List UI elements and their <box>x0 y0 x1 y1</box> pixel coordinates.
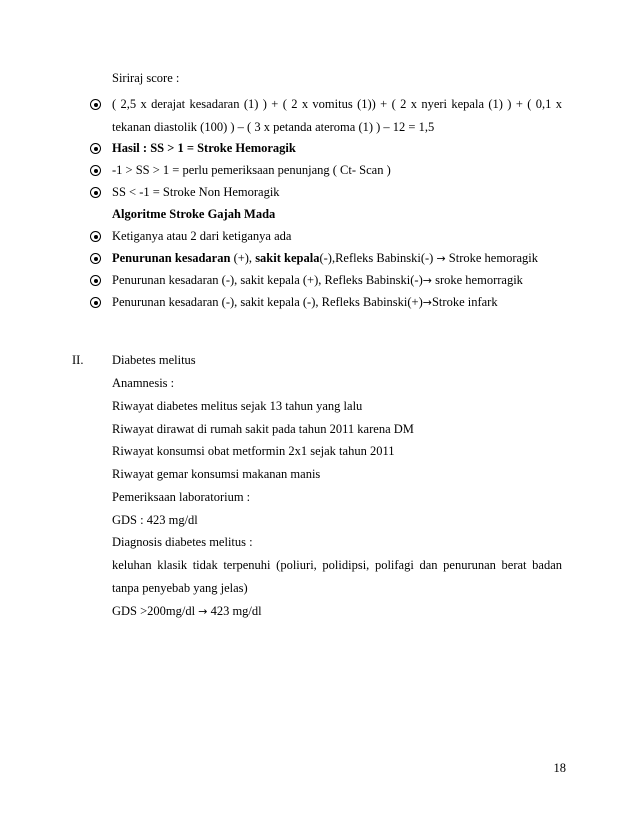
bullet-icon <box>90 187 101 198</box>
gds-value: GDS : 423 mg/dl <box>112 513 198 527</box>
gm-item-4-b: Stroke infark <box>431 295 498 309</box>
riwayat-3: Riwayat konsumsi obat metformin 2x1 sejak tahun 2011 <box>112 444 395 458</box>
bullet-icon <box>90 231 101 242</box>
page-number: 18 <box>553 761 566 775</box>
riwayat-1: Riwayat diabetes melitus sejak 13 tahun yang lalu <box>112 399 363 413</box>
bullet-icon <box>90 253 101 264</box>
gm-item-2-c: sakit kepala <box>255 251 320 265</box>
riwayat-4: Riwayat gemar konsumsi makanan manis <box>112 467 321 481</box>
bullet-icon <box>90 297 101 308</box>
bullet-icon <box>90 165 101 176</box>
hasil-text: : SS > 1 = Stroke Hemoragik <box>139 141 296 155</box>
gm-item-4-a: Penurunan kesadaran (-), sakit kepala (-), Refleks Babinski(+) <box>112 295 423 309</box>
anamnesis-label: Anamnesis : <box>112 376 175 390</box>
diagnosis-label: Diagnosis diabetes melitus : <box>112 535 253 549</box>
gm-item-2-e: Stroke hemoragik <box>445 251 538 265</box>
gds-result <box>112 603 262 620</box>
formula-line-1: ( 2,5 x derajat kesadaran (1) ) + ( 2 x vomitus (1)) + ( 2 x nyeri kepala (1) ) + ( 0,1 x <box>112 97 562 111</box>
bullet-icon <box>90 99 101 110</box>
hasil-label: Hasil <box>112 141 140 155</box>
bullet-icon <box>90 143 101 154</box>
gm-item-2-a: Penurunan kesadaran <box>112 251 231 265</box>
bullet-icon <box>90 275 101 286</box>
arrow-right-icon: → <box>436 252 446 265</box>
gm-item-3-b: sroke hemorragik <box>431 273 523 287</box>
gm-item-1: Ketiganya atau 2 dari ketiganya ada <box>112 229 292 243</box>
lab-label: Pemeriksaan laboratorium : <box>112 490 251 504</box>
arrow-right-icon: → <box>422 296 432 309</box>
gm-item-2-b: (+), <box>230 251 256 265</box>
algoritme-heading: Algoritme Stroke Gajah Mada <box>112 207 276 221</box>
section-numeral: II. <box>72 353 84 367</box>
gm-item-4 <box>112 294 498 311</box>
keluhan-line-2: tanpa penyebab yang jelas) <box>112 581 248 595</box>
gds-result-a: GDS >200mg/dl <box>112 604 199 618</box>
formula-line-2: tekanan diastolik (100) ) – ( 3 x petanda ateroma (1) ) – 12 = 1,5 <box>112 120 435 134</box>
hasil-line <box>112 140 296 156</box>
riwayat-2: Riwayat dirawat di rumah sakit pada tahun 2011 karena DM <box>112 422 414 436</box>
siriraj-score-label: Siriraj score : <box>112 71 180 85</box>
gm-item-2-d: (-),Refleks Babinski(-) <box>319 251 437 265</box>
gm-item-3 <box>112 272 523 289</box>
keluhan-line-1: keluhan klasik tidak terpenuhi (poliuri, polidipsi, polifagi dan penurunan berat badan <box>112 558 562 572</box>
gm-item-2 <box>112 250 538 267</box>
arrow-right-icon: → <box>198 605 208 618</box>
gm-item-3-a: Penurunan kesadaran (-), sakit kepala (+), Refleks Babinski(-) <box>112 273 423 287</box>
item-non-hemoragik: SS < -1 = Stroke Non Hemoragik <box>112 185 280 199</box>
arrow-right-icon: → <box>422 274 432 287</box>
section-title: Diabetes melitus <box>112 353 196 367</box>
item-perlu-pemeriksaan: -1 > SS > 1 = perlu pemeriksaan penunjang ( Ct- Scan ) <box>112 163 391 177</box>
gds-result-b: 423 mg/dl <box>207 604 262 618</box>
